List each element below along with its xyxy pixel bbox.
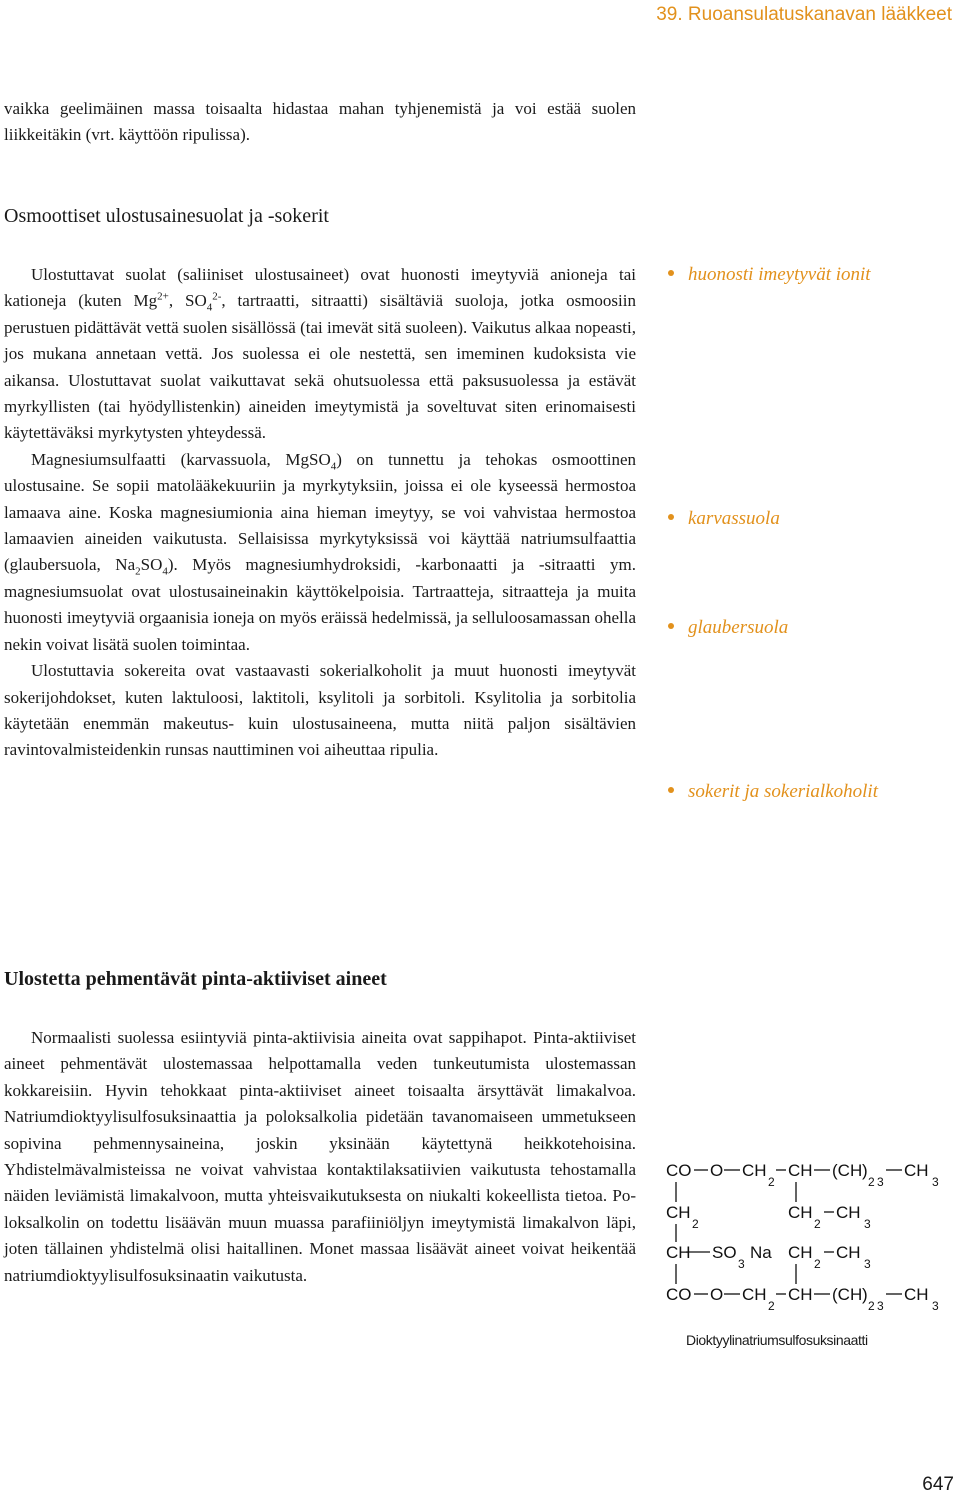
svg-text:CH: CH bbox=[904, 1161, 929, 1180]
bullet-icon bbox=[668, 270, 674, 276]
svg-text:CH: CH bbox=[666, 1203, 691, 1222]
section-body-surfactants bbox=[4, 1025, 636, 1289]
svg-text:Na: Na bbox=[750, 1243, 772, 1262]
svg-text:CO: CO bbox=[666, 1285, 692, 1304]
svg-text:3: 3 bbox=[932, 1299, 939, 1313]
svg-text:3: 3 bbox=[932, 1175, 939, 1189]
svg-text:CH: CH bbox=[788, 1243, 813, 1262]
svg-text:2: 2 bbox=[768, 1175, 775, 1189]
svg-text:O: O bbox=[710, 1285, 724, 1304]
bullet-icon bbox=[668, 623, 674, 629]
svg-text:CH: CH bbox=[666, 1243, 691, 1262]
svg-text:CH: CH bbox=[788, 1161, 813, 1180]
svg-text:CO: CO bbox=[666, 1161, 692, 1180]
intro-text: vaikka geelimäinen massa toisaalta hidastaa mahan tyhjenemistä ja voi estää suolen liikkeitäkin (vrt. käyttöön ripulissa). bbox=[4, 99, 636, 145]
section-heading-surfactants: Ulostetta pehmentävät pinta-aktiiviset aineet bbox=[4, 968, 387, 990]
svg-text:SO: SO bbox=[712, 1243, 737, 1262]
svg-text:(CH: (CH bbox=[832, 1285, 863, 1304]
bullet-icon bbox=[668, 514, 674, 520]
svg-text:3: 3 bbox=[738, 1257, 745, 1271]
svg-text:O: O bbox=[710, 1161, 724, 1180]
svg-text:3: 3 bbox=[877, 1299, 884, 1313]
paragraph-salts: Ulostuttavat suolat (saliiniset ulostusaineet) ovat huonosti imeytyviä anioneja tai kationeja (kuten $Mg^{2+}$, $SO_4^{2-}$, tartraatti, sitraatti) sisältäviä suoloja, jotka osmoosiin perustuen pidättävät vettä suolen sisällössä (tai imevät sitä suoleen). Vaikutus alkaa nopeasti, jos mukana annetaan vettä. Jos suolessa ei ole nestettä, sen imeminen kudoksista vie aikansa. Ulostuttavat suolat vaikuttavat sekä ohutsuolessa että paksusuolessa ja estävät myrkyllisten (tai hyödyllistenkin) aineiden imeytymistä ja soveltuvat siten erinomaisesti käytettäväksi myrkytysten yhteydessä. bbox=[4, 265, 636, 443]
svg-text:2: 2 bbox=[868, 1299, 875, 1313]
paragraph-surfactants: Normaalisti suolessa esiintyviä pinta-aktiivisia aineita ovat sappihapot. Pinta-aktiiviset aineet pehmentävät ulostemassaa helpottamalla veden tunkeutumista ulostemassan kokkareisiin. Hyvin tehokkaat pinta-aktiiviset aineet toisaalta ärsyttävät limakalvoa. Natriumdioktyylisulfosuksinaattia ja poloksalkolia pidetään tavanomaiseen ummetukseen sopivina pehmennysaineina, joskin yksinään käytettynä heikkotehoisina. Yhdistelmävalmisteissa ne voivat vahvistaa kontaktilaksatiivien vaikutusta tehostamalla näiden leviämistä limakalvoon, mutta yhteisvaikutuksesta on niukalti kokeellista tietoa. Poloksalkolin on todettu lisäävän muun muassa parafiiniöljyn imeytymistä limakalvon läpi, joten tällainen yhdistelmä olisi haitallinen. Monet massaa lisäävät aineet voivat heikentää natriumdioktyylisulfosuksinaatin vaikutusta. bbox=[4, 1028, 636, 1285]
svg-text:3: 3 bbox=[877, 1175, 884, 1189]
svg-text:): ) bbox=[862, 1285, 868, 1304]
section-body-osmotic bbox=[4, 262, 636, 764]
svg-text:CH: CH bbox=[788, 1203, 813, 1222]
structural-formula bbox=[662, 1156, 952, 1326]
svg-text:(CH: (CH bbox=[832, 1161, 863, 1180]
margin-note-ions: huonosti imeytyvät ionit bbox=[668, 264, 871, 286]
intro-paragraph bbox=[4, 96, 636, 149]
svg-text:2: 2 bbox=[814, 1257, 821, 1271]
margin-note-sugars: sokerit ja sokerialkoholit bbox=[668, 781, 878, 803]
svg-text:CH: CH bbox=[742, 1161, 767, 1180]
svg-text:): ) bbox=[862, 1161, 868, 1180]
margin-note-epsom-salt: karvassuola bbox=[668, 508, 780, 530]
svg-text:2: 2 bbox=[692, 1217, 699, 1231]
svg-text:3: 3 bbox=[864, 1217, 871, 1231]
paragraph-sugars: Ulostuttavia sokereita ovat vastaavasti sokerialkoholit ja muut huonosti imeytyvät sokerijohdokset, kuten laktuloosi, laktitoli, ksylitoli ja sorbitoli. Ksylitolia ja sorbitolia käytetään enemmän makeutus- kuin ulostusaineena, mutta niitä paljon sisältävien ravintovalmisteidenkin runsas nauttiminen voi aiheuttaa ripulia. bbox=[4, 661, 636, 760]
svg-text:2: 2 bbox=[768, 1299, 775, 1313]
svg-text:2: 2 bbox=[814, 1217, 821, 1231]
paragraph-magnesium-sulfate: Magnesiumsulfaatti (karvassuola, MgSO$_4$) on tunnettu ja tehokas osmoottinen ulostusaine. Se sopii matolääkekuuriin ja myrkytyksiin, joissa ei ole kyseessä hermostoa lamaava aine. Koska magnesiumionia aina hieman imeytyy, se voi vahvistaa hermostoa lamaavien aineiden vaikutusta. Sellaisissa myrkytyksissä voi käyttää natriumsulfaattia (glaubersuola, $Na_2SO_4$). Myös magnesiumhydroksidi, -karbonaatti ja -sitraatti ym. magnesiumsuolat ovat ulostusaineinakin käyttökelpoisia. Tartraatteja, sitraatteja ja muita huonosti imeytyviä orgaanisia ioneja on myös eräissä hedelmissä, ja selluloosamassan ohella nekin voivat lisätä suolen toimintaa. bbox=[4, 449, 636, 654]
svg-text:CH: CH bbox=[788, 1285, 813, 1304]
bullet-icon bbox=[668, 787, 674, 793]
formula-caption: Dioktyylinatriumsulfosuksinaatti bbox=[686, 1332, 868, 1348]
page-number: 647 bbox=[922, 1474, 954, 1495]
margin-note-glauber-salt: glaubersuola bbox=[668, 617, 788, 639]
section-heading-osmotic: Osmoottiset ulostusainesuolat ja -sokerit bbox=[4, 205, 329, 227]
svg-text:CH: CH bbox=[904, 1285, 929, 1304]
svg-text:CH: CH bbox=[836, 1243, 861, 1262]
svg-text:CH: CH bbox=[742, 1285, 767, 1304]
svg-text:3: 3 bbox=[864, 1257, 871, 1271]
svg-text:CH: CH bbox=[836, 1203, 861, 1222]
svg-text:2: 2 bbox=[868, 1175, 875, 1189]
chapter-title: 39. Ruoansulatuskanavan lääkkeet bbox=[656, 4, 952, 25]
